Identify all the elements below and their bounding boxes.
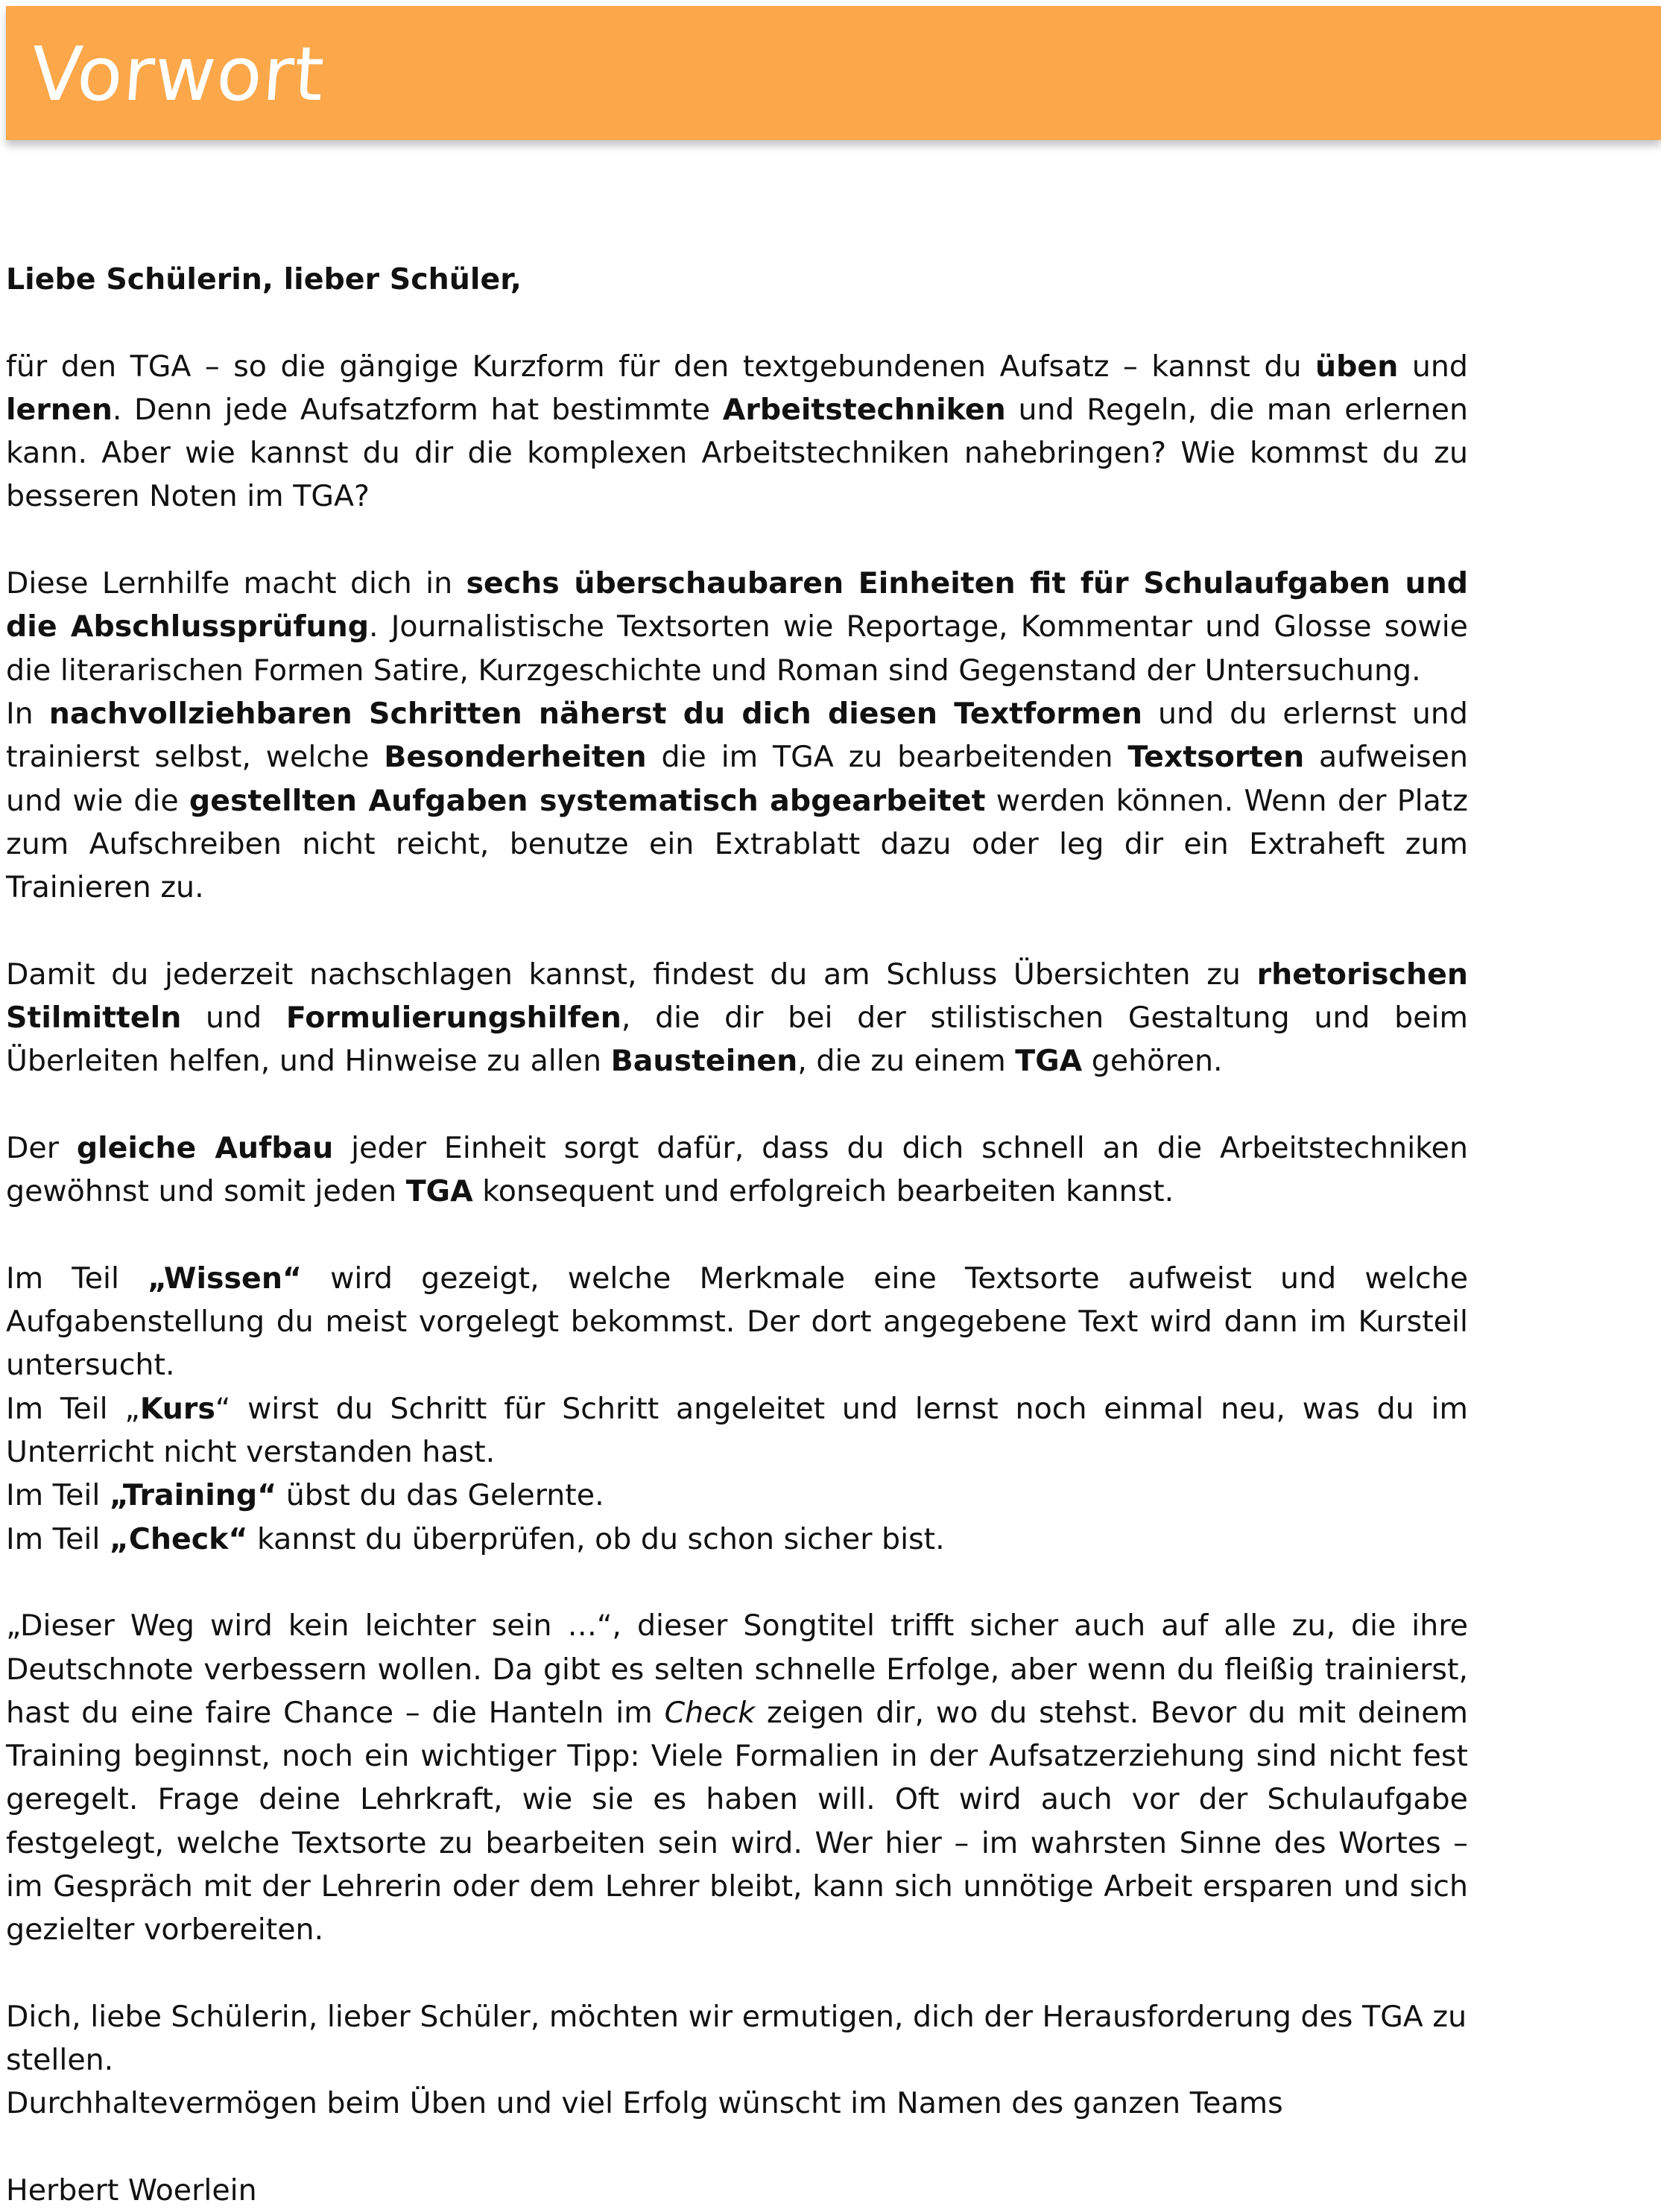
paragraph-intro: für den TGA – so die gängige Kurzform für den textgebundenen Aufsatz – kannst du üben und lernen. Denn jede Aufsatzform hat bestimmte Arbeitstechniken und Regeln, die man erlernen kann. Aber wie kannst du dir die komplexen Arbeitstechniken nahebringen? Wie kommst du zu besseren Noten im TGA?	[6, 349, 1468, 514]
paragraph-units: Diese Lernhilfe macht dich in sechs überschaubaren Einheiten fit für Schulaufgaben und die Abschlussprüfung. Journalistische Textsorten wie Reportage, Kommentar und Glosse sowie die literarischen Formen Satire, Kurzgeschichte und Roman sind Gegenstand der Untersuchung.	[6, 566, 1468, 688]
paragraph-advice: „Dieser Weg wird kein leichter sein …“, dieser Songtitel trifft sicher auch auf alle zu, die ihre Deutschnote verbessern wollen. Da gibt es selten schnelle Erfolge, aber wenn du fleißig trainierst, hast du eine faire Chance – die Hanteln im Check zeigen dir, wo du stehst. Bevor du mit deinem Training beginnst, noch ein wichtiger Tipp: Viele Formalien in der Aufsatzerziehung sind nicht fest geregelt. Frage deine Lehrkraft, wie sie es haben will. Oft wird auch vor der Schulaufgabe festgelegt, welche Textsorte zu bearbeiten sein wird. Wer hier – im wahrsten Sinne des Wortes – im Gespräch mit der Lehrerin oder dem Lehrer bleibt, kann sich unnötige Arbeit ersparen und sich gezielter vorbereiten.	[6, 1609, 1468, 1948]
paragraph-structure: Der gleiche Aufbau jeder Einheit sorgt dafür, dass du dich schnell an die Arbeitstechniken gewöhnst und somit jeden TGA konsequent und erfolgreich bearbeiten kannst.	[6, 1130, 1468, 1209]
paragraph-steps: In nachvollziehbaren Schritten näherst du dich diesen Textformen und du erlernst und trainierst selbst, welche Besonderheiten die im TGA zu bearbeitenden Textsorten aufweisen und wie die gestellten Aufgaben systematisch abgearbeitet werden können. Wenn der Platz zum Aufschreiben nicht reicht, benutze ein Extrablatt dazu oder leg dir ein Extraheft zum Trainieren zu.	[6, 696, 1468, 905]
closing-line-2: Durchhaltevermögen beim Üben und viel Erfolg wünscht im Namen des ganzen Teams	[6, 2086, 1283, 2121]
part-kurs: Im Teil „Kurs“ wirst du Schritt für Schritt angeleitet und lernst noch einmal neu, was du im Unterricht nicht verstanden hast.	[6, 1391, 1469, 1470]
header-bar	[6, 6, 1661, 140]
foreword-body	[6, 258, 1468, 2212]
closing-line-1: Dich, liebe Schülerin, lieber Schüler, möchten wir ermutigen, dich der Herausforderung des TGA zu stellen.	[6, 1999, 1467, 2078]
part-training: Im Teil „Training“ übst du das Gelernte.	[6, 1478, 604, 1513]
greeting: Liebe Schülerin, lieber Schüler,	[6, 262, 522, 297]
part-wissen: Im Teil „Wissen“ wird gezeigt, welche Merkmale eine Textsorte aufweist und welche Aufgabenstellung du meist vorgelegt bekommst. Der dort angegebene Text wird dann im Kursteil untersucht.	[6, 1261, 1468, 1383]
page-title: Vorwort	[28, 31, 328, 118]
part-check: Im Teil „Check“ kannst du überprüfen, ob du schon sicher bist.	[6, 1521, 945, 1556]
paragraph-reference: Damit du jederzeit nachschlagen kannst, findest du am Schluss Übersichten zu rhetorischen Stilmitteln und Formulierungshilfen, die dir bei der stilistischen Gestaltung und beim Überleiten helfen, und Hinweise zu allen Bausteinen, die zu einem TGA gehören.	[6, 957, 1469, 1079]
signature: Herbert Woerlein	[6, 2173, 257, 2208]
